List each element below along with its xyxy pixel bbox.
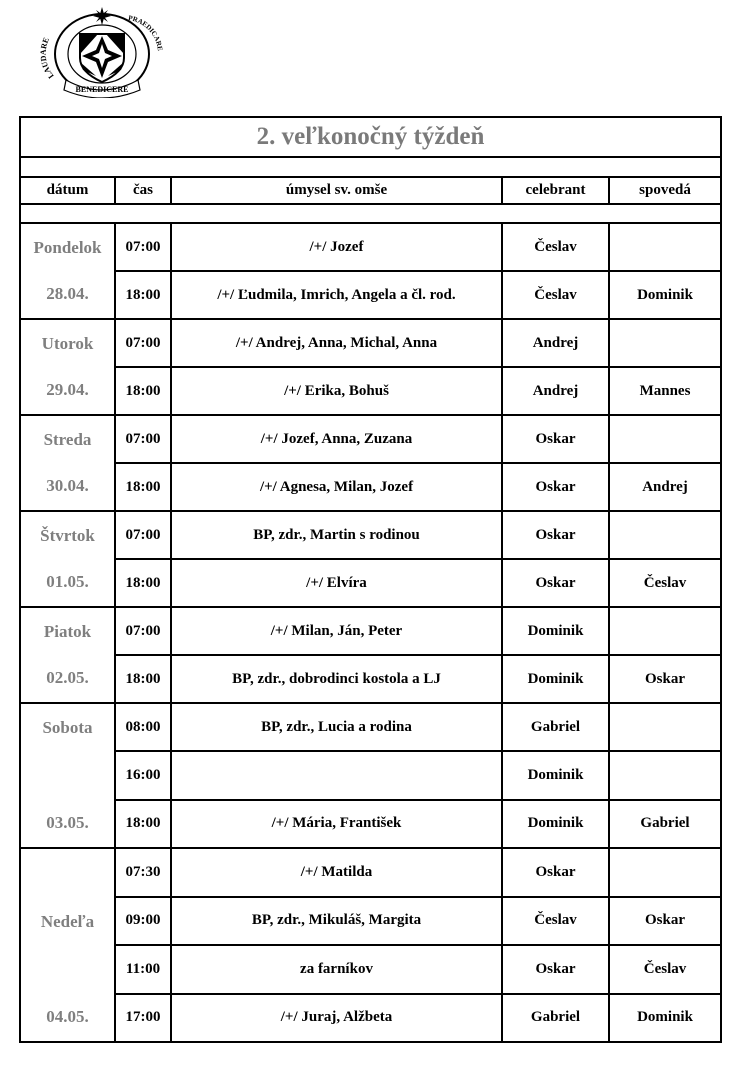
celebrant-cell: Gabriel — [502, 994, 609, 1043]
intention-cell: /+/ Milan, Ján, Peter — [171, 607, 502, 655]
time-cell: 07:00 — [115, 415, 171, 463]
intention-cell: /+/ Jozef, Anna, Zuzana — [171, 415, 502, 463]
schedule-row — [20, 897, 721, 946]
day-cell — [20, 319, 115, 415]
celebrant-cell: Česlav — [502, 271, 609, 319]
schedule-row — [20, 607, 721, 655]
day-name: Nedeľa — [40, 912, 95, 931]
day-name: Sobota — [42, 718, 93, 737]
time-cell: 07:00 — [115, 607, 171, 655]
time-cell: 17:00 — [115, 994, 171, 1043]
day-cell — [20, 607, 115, 703]
intention-cell: /+/ Jozef — [171, 223, 502, 271]
day-name: Utorok — [41, 334, 94, 353]
schedule-row — [20, 848, 721, 897]
celebrant-cell: Česlav — [502, 897, 609, 946]
confessor-cell — [609, 703, 721, 751]
schedule-row — [20, 655, 721, 703]
intention-cell: BP, zdr., Lucia a rodina — [171, 703, 502, 751]
intention-cell: BP, zdr., dobrodinci kostola a LJ — [171, 655, 502, 703]
schedule-row — [20, 319, 721, 367]
mass-schedule-table — [19, 116, 722, 1043]
time-cell: 18:00 — [115, 367, 171, 415]
intention-cell: /+/ Ľudmila, Imrich, Angela a čl. rod. — [171, 271, 502, 319]
schedule-row — [20, 559, 721, 607]
schedule-row — [20, 751, 721, 799]
time-cell: 18:00 — [115, 463, 171, 511]
logo-text-right: PRAEDICARE — [127, 14, 165, 52]
intention-cell: /+/ Elvíra — [171, 559, 502, 607]
celebrant-cell: Oskar — [502, 463, 609, 511]
day-cell — [20, 703, 115, 848]
confessor-cell — [609, 607, 721, 655]
confessor-cell: Česlav — [609, 945, 721, 994]
shield-icon — [80, 34, 124, 82]
confessor-cell: Dominik — [609, 994, 721, 1043]
confessor-cell: Gabriel — [609, 800, 721, 848]
day-cell — [20, 511, 115, 607]
intention-cell: /+/ Erika, Bohuš — [171, 367, 502, 415]
time-cell: 11:00 — [115, 945, 171, 994]
header-row — [20, 177, 721, 204]
intention-cell — [171, 751, 502, 799]
time-cell: 07:00 — [115, 511, 171, 559]
time-cell: 07:00 — [115, 223, 171, 271]
celebrant-cell: Oskar — [502, 415, 609, 463]
header-time: čas — [115, 177, 171, 204]
confessor-cell: Oskar — [609, 897, 721, 946]
day-cell — [20, 223, 115, 319]
confessor-cell — [609, 751, 721, 799]
celebrant-cell: Oskar — [502, 945, 609, 994]
celebrant-cell: Dominik — [502, 800, 609, 848]
day-date: 04.05. — [46, 1007, 89, 1026]
intention-cell: /+/ Andrej, Anna, Michal, Anna — [171, 319, 502, 367]
celebrant-cell: Andrej — [502, 319, 609, 367]
confessor-cell — [609, 848, 721, 897]
intention-cell: /+/ Mária, František — [171, 800, 502, 848]
day-date: 29.04. — [46, 380, 89, 399]
schedule-row — [20, 463, 721, 511]
celebrant-cell: Andrej — [502, 367, 609, 415]
day-cell — [20, 848, 115, 1042]
celebrant-cell: Dominik — [502, 751, 609, 799]
header-intention: úmysel sv. omše — [171, 177, 502, 204]
confessor-cell: Dominik — [609, 271, 721, 319]
time-cell: 07:30 — [115, 848, 171, 897]
spacer-row — [20, 157, 721, 177]
confessor-cell: Oskar — [609, 655, 721, 703]
schedule-row — [20, 703, 721, 751]
confessor-cell: Česlav — [609, 559, 721, 607]
header-celebrant: celebrant — [502, 177, 609, 204]
intention-cell: /+/ Agnesa, Milan, Jozef — [171, 463, 502, 511]
schedule-row — [20, 223, 721, 271]
celebrant-cell: Oskar — [502, 511, 609, 559]
intention-cell: za farníkov — [171, 945, 502, 994]
confessor-cell — [609, 319, 721, 367]
celebrant-cell: Dominik — [502, 655, 609, 703]
celebrant-cell: Česlav — [502, 223, 609, 271]
day-date: 01.05. — [46, 572, 89, 591]
time-cell: 08:00 — [115, 703, 171, 751]
header-date: dátum — [20, 177, 115, 204]
schedule-row — [20, 271, 721, 319]
dominican-coat-of-arms-logo — [36, 6, 168, 98]
time-cell: 09:00 — [115, 897, 171, 946]
logo-text-left: LAUDARE — [38, 36, 56, 81]
schedule-row — [20, 994, 721, 1043]
confessor-cell: Mannes — [609, 367, 721, 415]
confessor-cell: Andrej — [609, 463, 721, 511]
page-title: 2. veľkonočný týždeň — [20, 117, 721, 157]
time-cell: 18:00 — [115, 655, 171, 703]
schedule-row — [20, 367, 721, 415]
day-name: Štvrtok — [40, 526, 95, 545]
confessor-cell — [609, 223, 721, 271]
schedule-row — [20, 511, 721, 559]
schedule-row — [20, 415, 721, 463]
time-cell: 07:00 — [115, 319, 171, 367]
intention-cell: BP, zdr., Mikuláš, Margita — [171, 897, 502, 946]
header-confessor: spovedá — [609, 177, 721, 204]
day-date: 02.05. — [46, 668, 89, 687]
star-icon — [93, 7, 111, 25]
intention-cell: /+/ Matilda — [171, 848, 502, 897]
day-date: 03.05. — [46, 813, 89, 832]
intention-cell: BP, zdr., Martin s rodinou — [171, 511, 502, 559]
day-name: Pondelok — [33, 238, 102, 257]
celebrant-cell: Gabriel — [502, 703, 609, 751]
celebrant-cell: Dominik — [502, 607, 609, 655]
celebrant-cell: Oskar — [502, 559, 609, 607]
time-cell: 18:00 — [115, 800, 171, 848]
day-cell — [20, 415, 115, 511]
spacer-row — [20, 204, 721, 223]
day-name: Streda — [43, 430, 92, 449]
schedule-row — [20, 945, 721, 994]
logo-ribbon-text: BENEDICERE — [75, 85, 129, 94]
intention-cell: /+/ Juraj, Alžbeta — [171, 994, 502, 1043]
confessor-cell — [609, 511, 721, 559]
day-date: 30.04. — [46, 476, 89, 495]
schedule-row — [20, 800, 721, 848]
time-cell: 16:00 — [115, 751, 171, 799]
day-name: Piatok — [43, 622, 92, 641]
time-cell: 18:00 — [115, 271, 171, 319]
time-cell: 18:00 — [115, 559, 171, 607]
celebrant-cell: Oskar — [502, 848, 609, 897]
day-date: 28.04. — [46, 284, 89, 303]
confessor-cell — [609, 415, 721, 463]
